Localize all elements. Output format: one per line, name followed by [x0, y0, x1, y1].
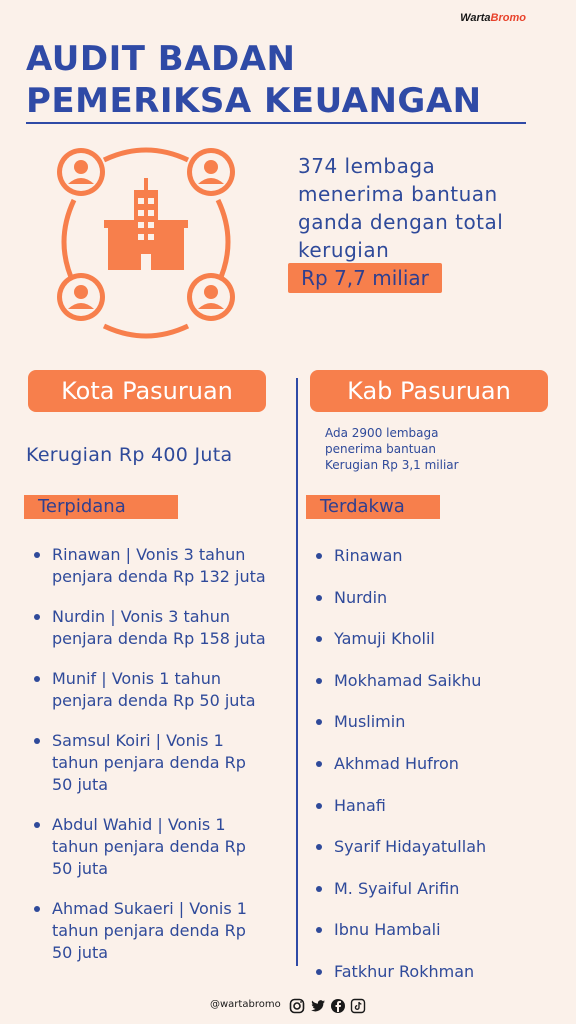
list-item-text: Akhmad Hufron — [334, 753, 459, 773]
hero-line: ganda dengan total — [298, 210, 504, 234]
terpidana-tag: Terpidana — [24, 495, 178, 519]
kota-loss-text: Kerugian Rp 400 Juta — [26, 444, 233, 466]
list-item-line: tahun penjara denda Rp — [52, 753, 246, 772]
bullet-icon — [316, 886, 322, 892]
footer — [0, 996, 576, 1018]
list-item — [316, 836, 556, 878]
list-item — [34, 668, 284, 712]
bullet-icon — [316, 595, 322, 601]
terdakwa-tag: Terdakwa — [306, 495, 440, 519]
hero-amount-badge: Rp 7,7 miliar — [288, 263, 442, 293]
facebook-icon[interactable] — [330, 998, 346, 1014]
list-item-line: 50 juta — [52, 943, 109, 962]
brand-logo-part1: Warta — [460, 12, 491, 24]
list-item-text: Rinawan — [334, 546, 403, 565]
social-handle[interactable]: @wartabromo — [210, 999, 281, 1010]
list-item — [34, 730, 284, 796]
list-item — [316, 545, 556, 587]
list-item-line: penjara denda Rp 132 juta — [52, 567, 266, 586]
list-item-line: tahun penjara denda Rp — [52, 921, 246, 940]
list-item-line: Nurdin | Vonis 3 tahun — [52, 607, 230, 626]
list-item — [316, 795, 556, 837]
page-title-line-1: AUDIT BADAN — [26, 39, 296, 79]
kota-pasuruan-header: Kota Pasuruan — [28, 370, 266, 412]
list-item-text: Syarif Hidayatullah — [334, 837, 487, 857]
bullet-icon — [316, 719, 322, 725]
list-item-line: penjara denda Rp 158 juta — [52, 629, 266, 648]
bullet-icon — [34, 822, 40, 828]
kab-loss-text — [325, 425, 515, 473]
list-item-text: Muslimin — [334, 712, 406, 732]
bullet-icon — [34, 906, 40, 912]
person-icon — [187, 148, 235, 196]
list-item — [316, 628, 556, 670]
person-icon — [57, 148, 105, 196]
bullet-icon — [34, 552, 40, 558]
hero-line: menerima bantuan — [298, 182, 498, 206]
bullet-icon — [316, 969, 322, 975]
hero-line: 374 lembaga — [298, 154, 436, 178]
list-item-line: penjara denda Rp 50 juta — [52, 691, 256, 710]
list-item — [316, 753, 556, 795]
list-item — [34, 606, 284, 650]
bullet-icon — [316, 678, 322, 684]
title-divider — [26, 122, 526, 124]
kab-loss-line: Ada 2900 lembaga — [325, 426, 439, 440]
list-item — [316, 711, 556, 753]
kab-pasuruan-header: Kab Pasuruan — [310, 370, 548, 412]
list-item-line: 50 juta — [52, 775, 109, 794]
list-item — [34, 814, 284, 880]
bullet-icon — [316, 844, 322, 850]
list-item-line: Abdul Wahid | Vonis 1 — [52, 815, 226, 834]
list-item-text: Hanafi — [334, 795, 386, 815]
list-item — [34, 544, 284, 588]
list-item-line: Rinawan | Vonis 3 tahun — [52, 545, 246, 564]
list-item — [34, 898, 284, 964]
bullet-icon — [34, 738, 40, 744]
hero-statement — [298, 152, 558, 264]
list-item-text: Nurdin — [334, 587, 388, 607]
brand-logo — [460, 12, 526, 24]
bullet-icon — [316, 553, 322, 559]
list-item-line: Samsul Koiri | Vonis 1 — [52, 731, 224, 750]
page-title — [26, 38, 546, 122]
list-item-line: tahun penjara denda Rp — [52, 837, 246, 856]
terdakwa-list — [316, 545, 556, 1003]
bullet-icon — [316, 803, 322, 809]
kab-loss-line: penerima bantuan — [325, 442, 436, 456]
list-item-text: Yamuji Kholil — [334, 629, 435, 649]
person-icon — [187, 273, 235, 321]
list-item — [316, 587, 556, 629]
column-divider — [296, 378, 298, 966]
list-item-text: Fatkhur Rokhman — [334, 961, 475, 981]
list-item — [316, 919, 556, 961]
person-icon — [57, 273, 105, 321]
list-item-text: M. Syaiful Arifin — [334, 878, 460, 898]
hero-line: kerugian — [298, 238, 390, 262]
bullet-icon — [316, 761, 322, 767]
kab-loss-line: Kerugian Rp 3,1 miliar — [325, 458, 459, 472]
building-icon — [104, 178, 188, 270]
twitter-icon[interactable] — [310, 998, 326, 1014]
list-item — [316, 670, 556, 712]
list-item-line: 50 juta — [52, 859, 109, 878]
list-item-line: Ahmad Sukaeri | Vonis 1 — [52, 899, 247, 918]
list-item-text: Ibnu Hambali — [334, 920, 441, 940]
list-item — [316, 878, 556, 920]
bullet-icon — [34, 614, 40, 620]
list-item-text: Mokhamad Saikhu — [334, 670, 482, 690]
tiktok-icon[interactable] — [350, 998, 366, 1014]
page-title-line-2: PEMERIKSA KEUANGAN — [26, 81, 482, 121]
brand-logo-part2: Bromo — [490, 12, 526, 24]
instagram-icon[interactable] — [289, 998, 305, 1014]
institution-network-icon — [56, 142, 236, 342]
bullet-icon — [316, 927, 322, 933]
terpidana-list — [34, 544, 284, 982]
list-item-line: Munif | Vonis 1 tahun — [52, 669, 221, 688]
bullet-icon — [34, 676, 40, 682]
bullet-icon — [316, 636, 322, 642]
